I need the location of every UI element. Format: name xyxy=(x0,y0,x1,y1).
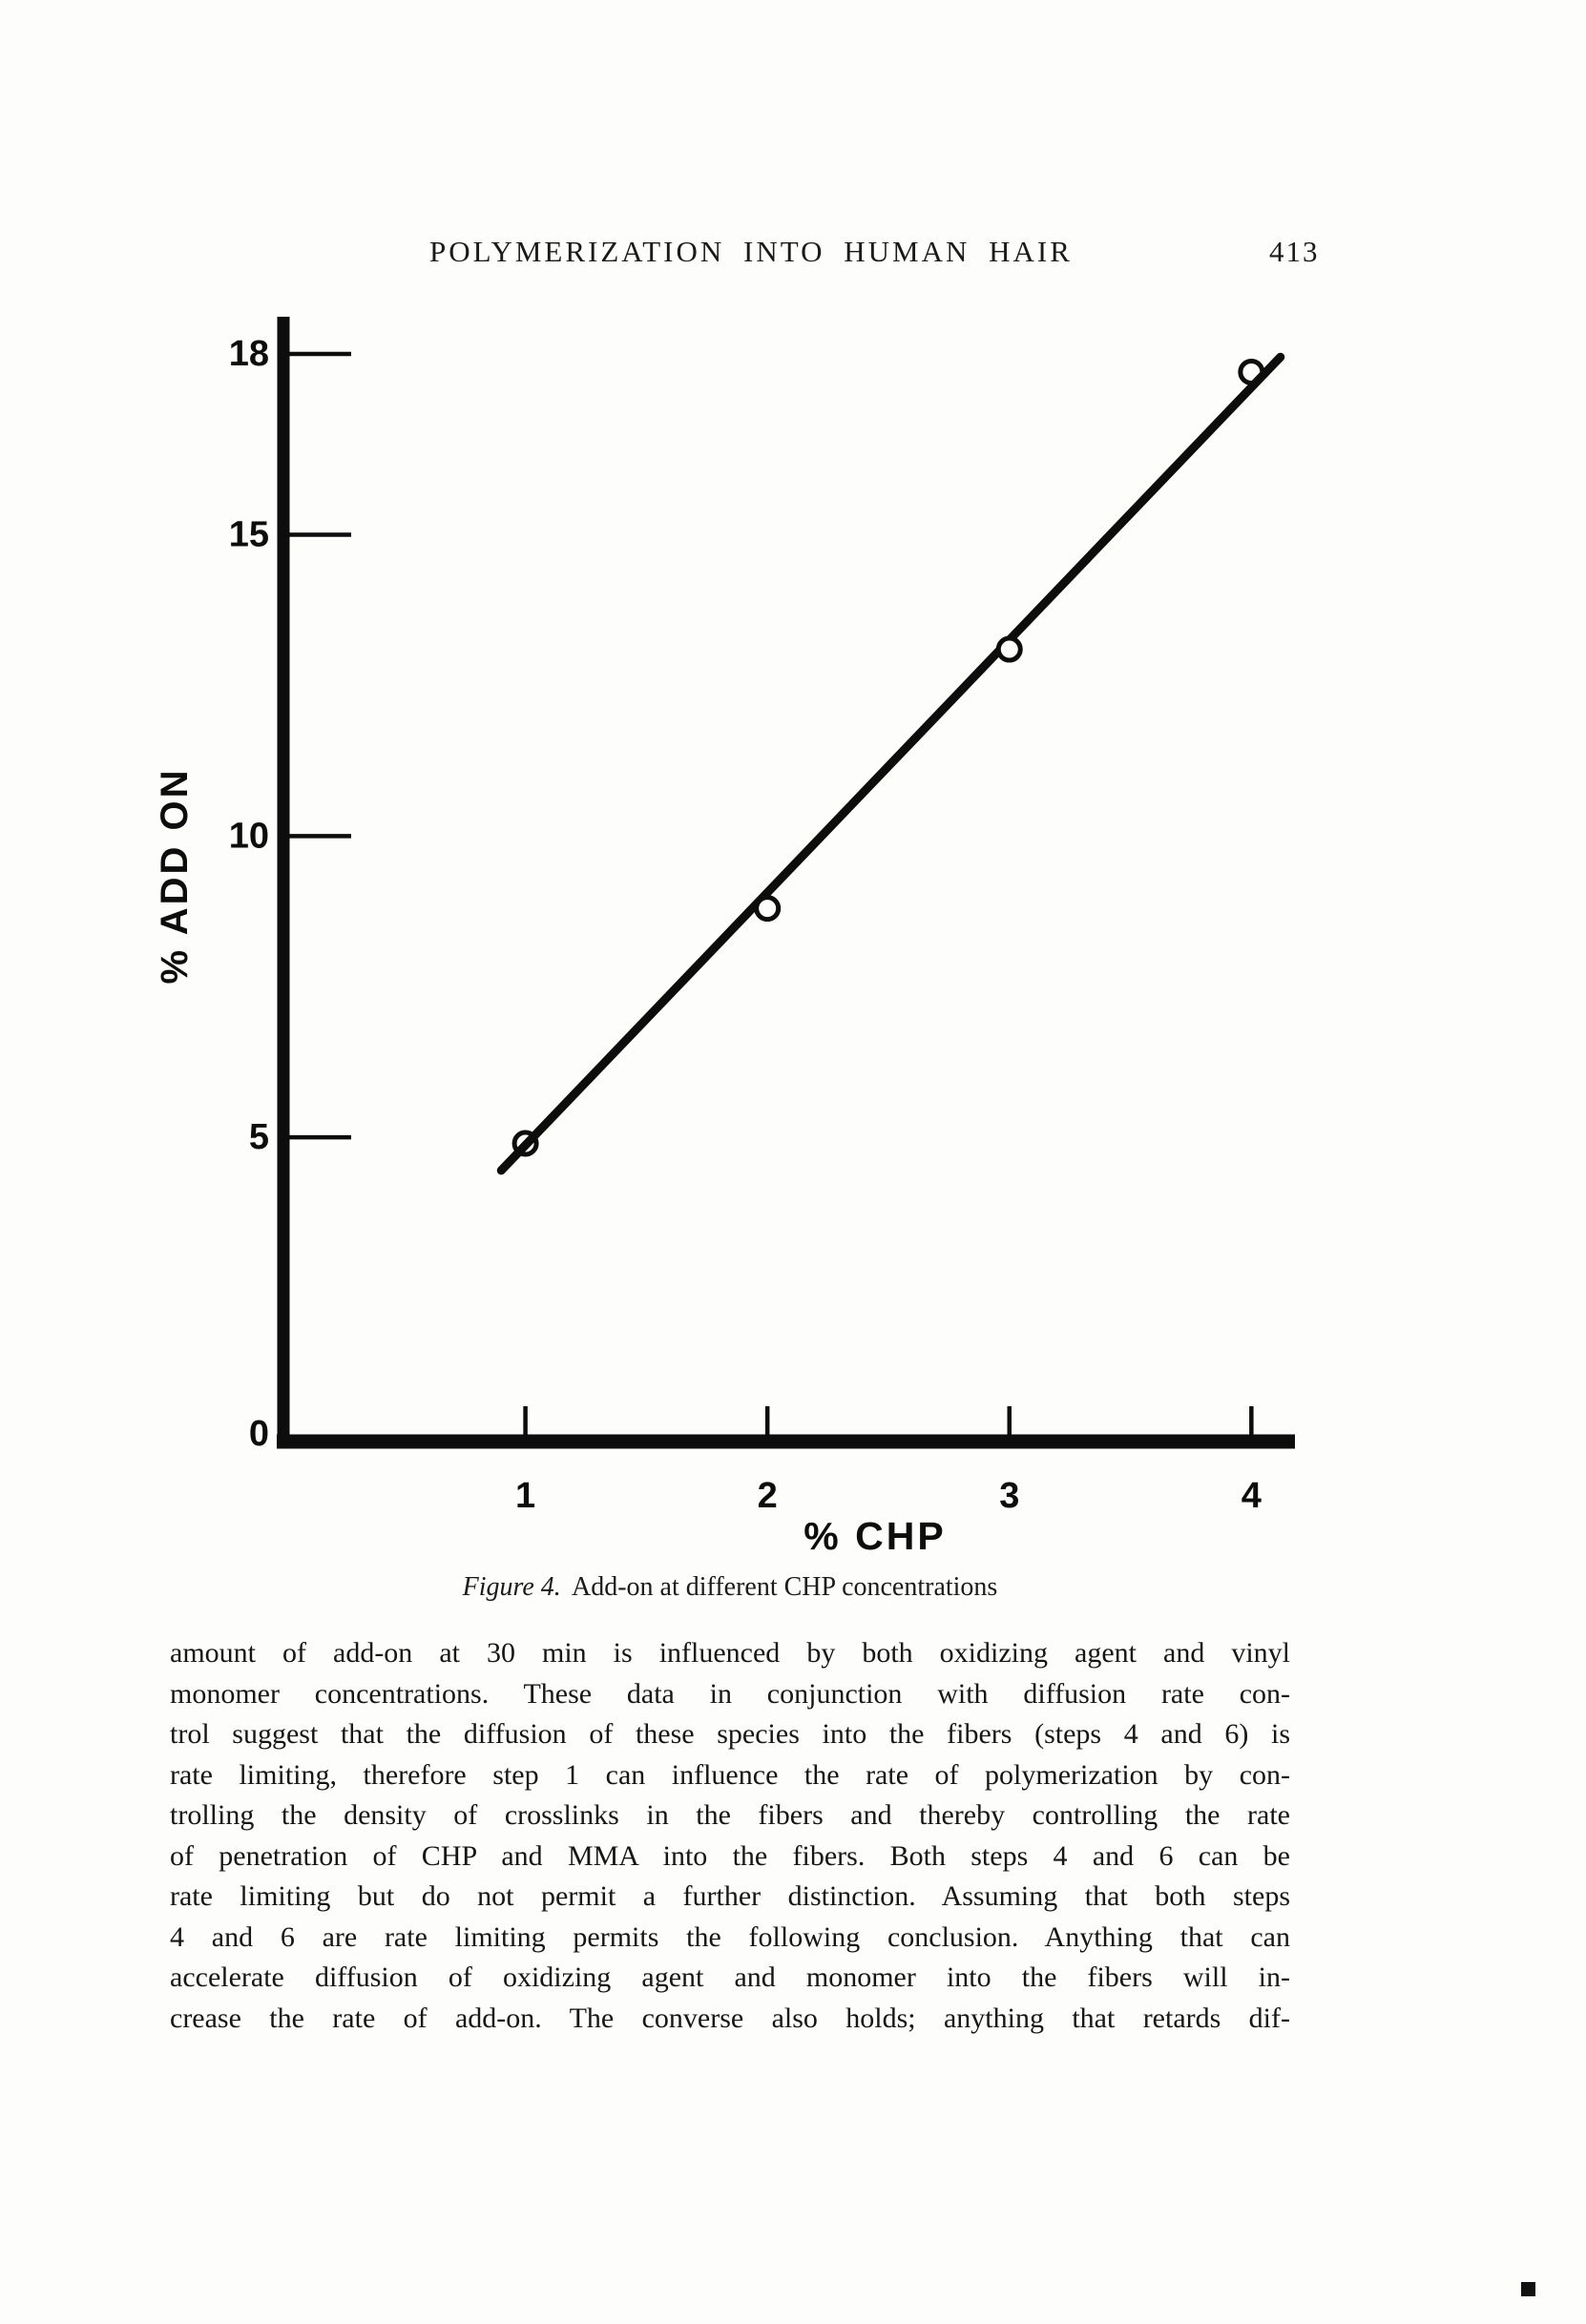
body-text-line: trol suggest that the diffusion of these species into the fibers (steps 4 and 6) is xyxy=(170,1718,1290,1750)
y-tick-label: 18 xyxy=(228,334,269,375)
figure-caption-label: Figure 4. xyxy=(462,1572,561,1602)
body-text-line: crease the rate of add-on. The converse also holds; anything that retards dif- xyxy=(170,2002,1290,2034)
body-text-line: rate limiting, therefore step 1 can influence the rate of polymerization by con- xyxy=(170,1758,1290,1791)
body-paragraph xyxy=(170,1633,1290,2039)
x-tick-label: 4 xyxy=(1241,1476,1262,1516)
y-tick-label: 5 xyxy=(248,1117,269,1158)
body-text-line: monomer concentrations. These data in conjunction with diffusion rate con- xyxy=(170,1677,1290,1710)
running-head-title: POLYMERIZATION INTO HUMAN HAIR xyxy=(429,235,1073,268)
data-point-marker xyxy=(998,638,1020,660)
figure-caption-text: Add-on at different CHP concentrations xyxy=(572,1572,998,1602)
body-text-line: of penetration of CHP and MMA into the fibers. Both steps 4 and 6 can be xyxy=(170,1839,1290,1872)
body-text-line: 4 and 6 are rate limiting permits the following conclusion. Anything that can xyxy=(170,1920,1290,1953)
end-of-page-marker xyxy=(1521,2282,1535,2296)
y-tick-label: 0 xyxy=(248,1414,269,1454)
body-text-line: trolling the density of crosslinks in the fibers and thereby controlling the rate xyxy=(170,1799,1290,1831)
x-tick-label: 1 xyxy=(515,1476,536,1516)
body-text-line: accelerate diffusion of oxidizing agent and monomer into the fibers will in- xyxy=(170,1961,1290,1993)
y-axis-title: % ADD ON xyxy=(154,767,196,985)
x-axis-title: % CHP xyxy=(803,1514,947,1558)
figure-caption xyxy=(170,1572,1290,1603)
y-tick-label: 10 xyxy=(228,816,269,857)
page-number: 413 xyxy=(1269,235,1320,268)
y-tick-label: 15 xyxy=(228,514,269,555)
fit-line xyxy=(501,357,1281,1171)
x-tick-label: 3 xyxy=(999,1476,1020,1516)
body-text-line: rate limiting but do not permit a further distinction. Assuming that both steps xyxy=(170,1880,1290,1912)
data-point-marker xyxy=(757,898,779,920)
body-text-line: amount of add-on at 30 min is influenced by both oxidizing agent and vinyl xyxy=(170,1637,1290,1669)
x-tick-label: 2 xyxy=(757,1476,778,1516)
